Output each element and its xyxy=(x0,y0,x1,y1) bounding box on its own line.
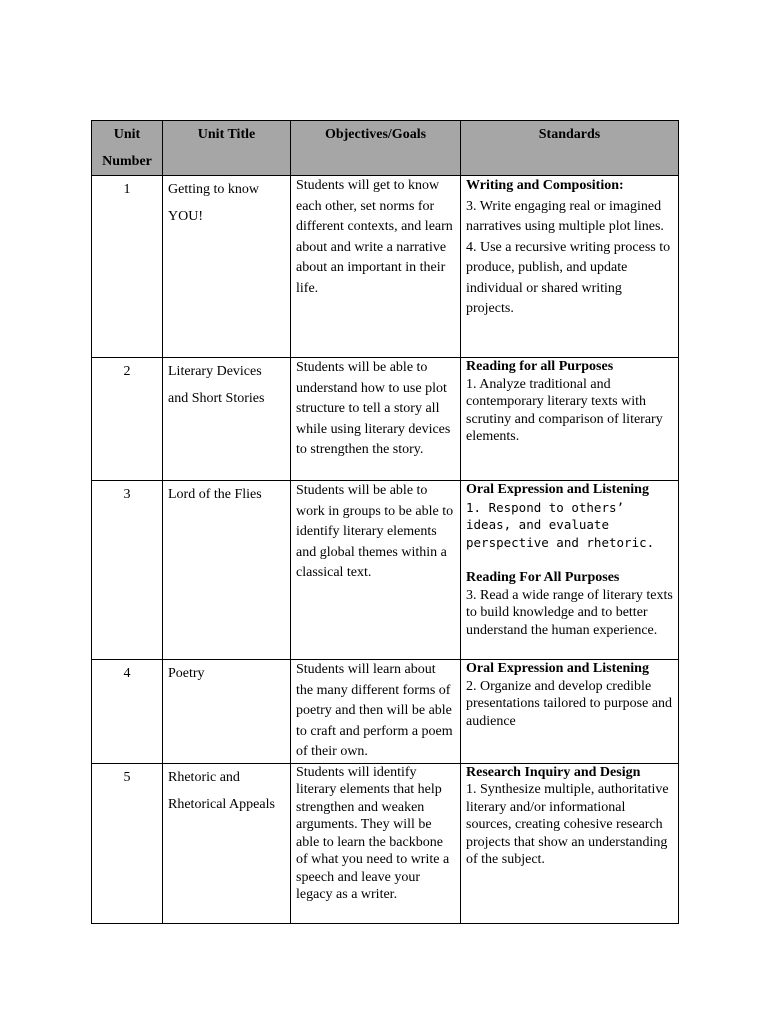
standard-heading: Oral Expression and Listening xyxy=(466,482,649,497)
unit-number-cell: 4 xyxy=(92,660,163,764)
unit-title-cell: Rhetoric and Rhetorical Appeals xyxy=(163,763,291,923)
standard-heading: Reading for all Purposes xyxy=(466,359,614,374)
standards-cell xyxy=(461,481,679,660)
unit-title-cell: Getting to know YOU! xyxy=(163,176,291,358)
standard-heading: Writing and Composition: xyxy=(466,178,624,193)
objectives-cell: Students will get to know each other, set norms for different contexts, and learn about and write a narrative about an important in their life. xyxy=(291,176,461,358)
standard-item: 2. Organize and develop credible presentations tailored to purpose and audience xyxy=(466,678,673,729)
unit-title-cell: Lord of the Flies xyxy=(163,481,291,660)
header-unit-title: Unit Title xyxy=(163,121,291,176)
unit-number-cell: 5 xyxy=(92,763,163,923)
objectives-cell: Students will identify literary elements that help strengthen and weaken arguments. They will be able to learn the backbone of what you need to write a speech and leave your legacy as a writer. xyxy=(291,763,461,923)
standards-cell xyxy=(461,763,679,923)
standards-cell xyxy=(461,660,679,764)
objectives-cell: Students will be able to work in groups to be able to identify literary elements and global themes within a classical text. xyxy=(291,481,461,660)
standard-item: 4. Use a recursive writing process to produce, publish, and update individual or shared writing projects. xyxy=(466,239,671,316)
table-row xyxy=(92,763,679,923)
table-row xyxy=(92,176,679,358)
table-row xyxy=(92,660,679,764)
header-standards: Standards xyxy=(461,121,679,176)
standard-item: 1. Synthesize multiple, authoritative literary and/or informational sources, creating cohesive research projects that show an understanding of the subject. xyxy=(466,782,669,867)
standard-item: 3. Write engaging real or imagined narratives using multiple plot lines. xyxy=(466,198,664,234)
header-unit-number: Unit Number xyxy=(92,121,163,176)
header-row xyxy=(92,121,679,176)
standard-heading: Oral Expression and Listening xyxy=(466,661,649,676)
unit-number-cell: 2 xyxy=(92,358,163,481)
spacer xyxy=(466,551,673,569)
standard-item: 1. Analyze traditional and contemporary literary texts with scrutiny and comparison of literary elements. xyxy=(466,376,663,444)
unit-title-cell: Literary Devices and Short Stories xyxy=(163,358,291,481)
unit-table xyxy=(91,120,679,924)
standard-item: 3. Read a wide range of literary texts to build knowledge and to better understand the human experience. xyxy=(466,587,673,638)
unit-number-cell: 1 xyxy=(92,176,163,358)
objectives-cell: Students will be able to understand how to use plot structure to tell a story all while using literary devices to strengthen the story. xyxy=(291,358,461,481)
header-objectives: Objectives/Goals xyxy=(291,121,461,176)
standards-cell xyxy=(461,358,679,481)
standard-item: 1. Respond to others’ ideas, and evaluate perspective and rhetoric. xyxy=(466,499,655,550)
standard-heading: Reading For All Purposes xyxy=(466,570,620,585)
objectives-cell: Students will learn about the many different forms of poetry and then will be able to craft and perform a poem of their own. xyxy=(291,660,461,764)
standards-cell xyxy=(461,176,679,358)
unit-number-cell: 3 xyxy=(92,481,163,660)
unit-title-cell: Poetry xyxy=(163,660,291,764)
table-row xyxy=(92,358,679,481)
table-row xyxy=(92,481,679,660)
standard-heading: Research Inquiry and Design xyxy=(466,764,641,780)
